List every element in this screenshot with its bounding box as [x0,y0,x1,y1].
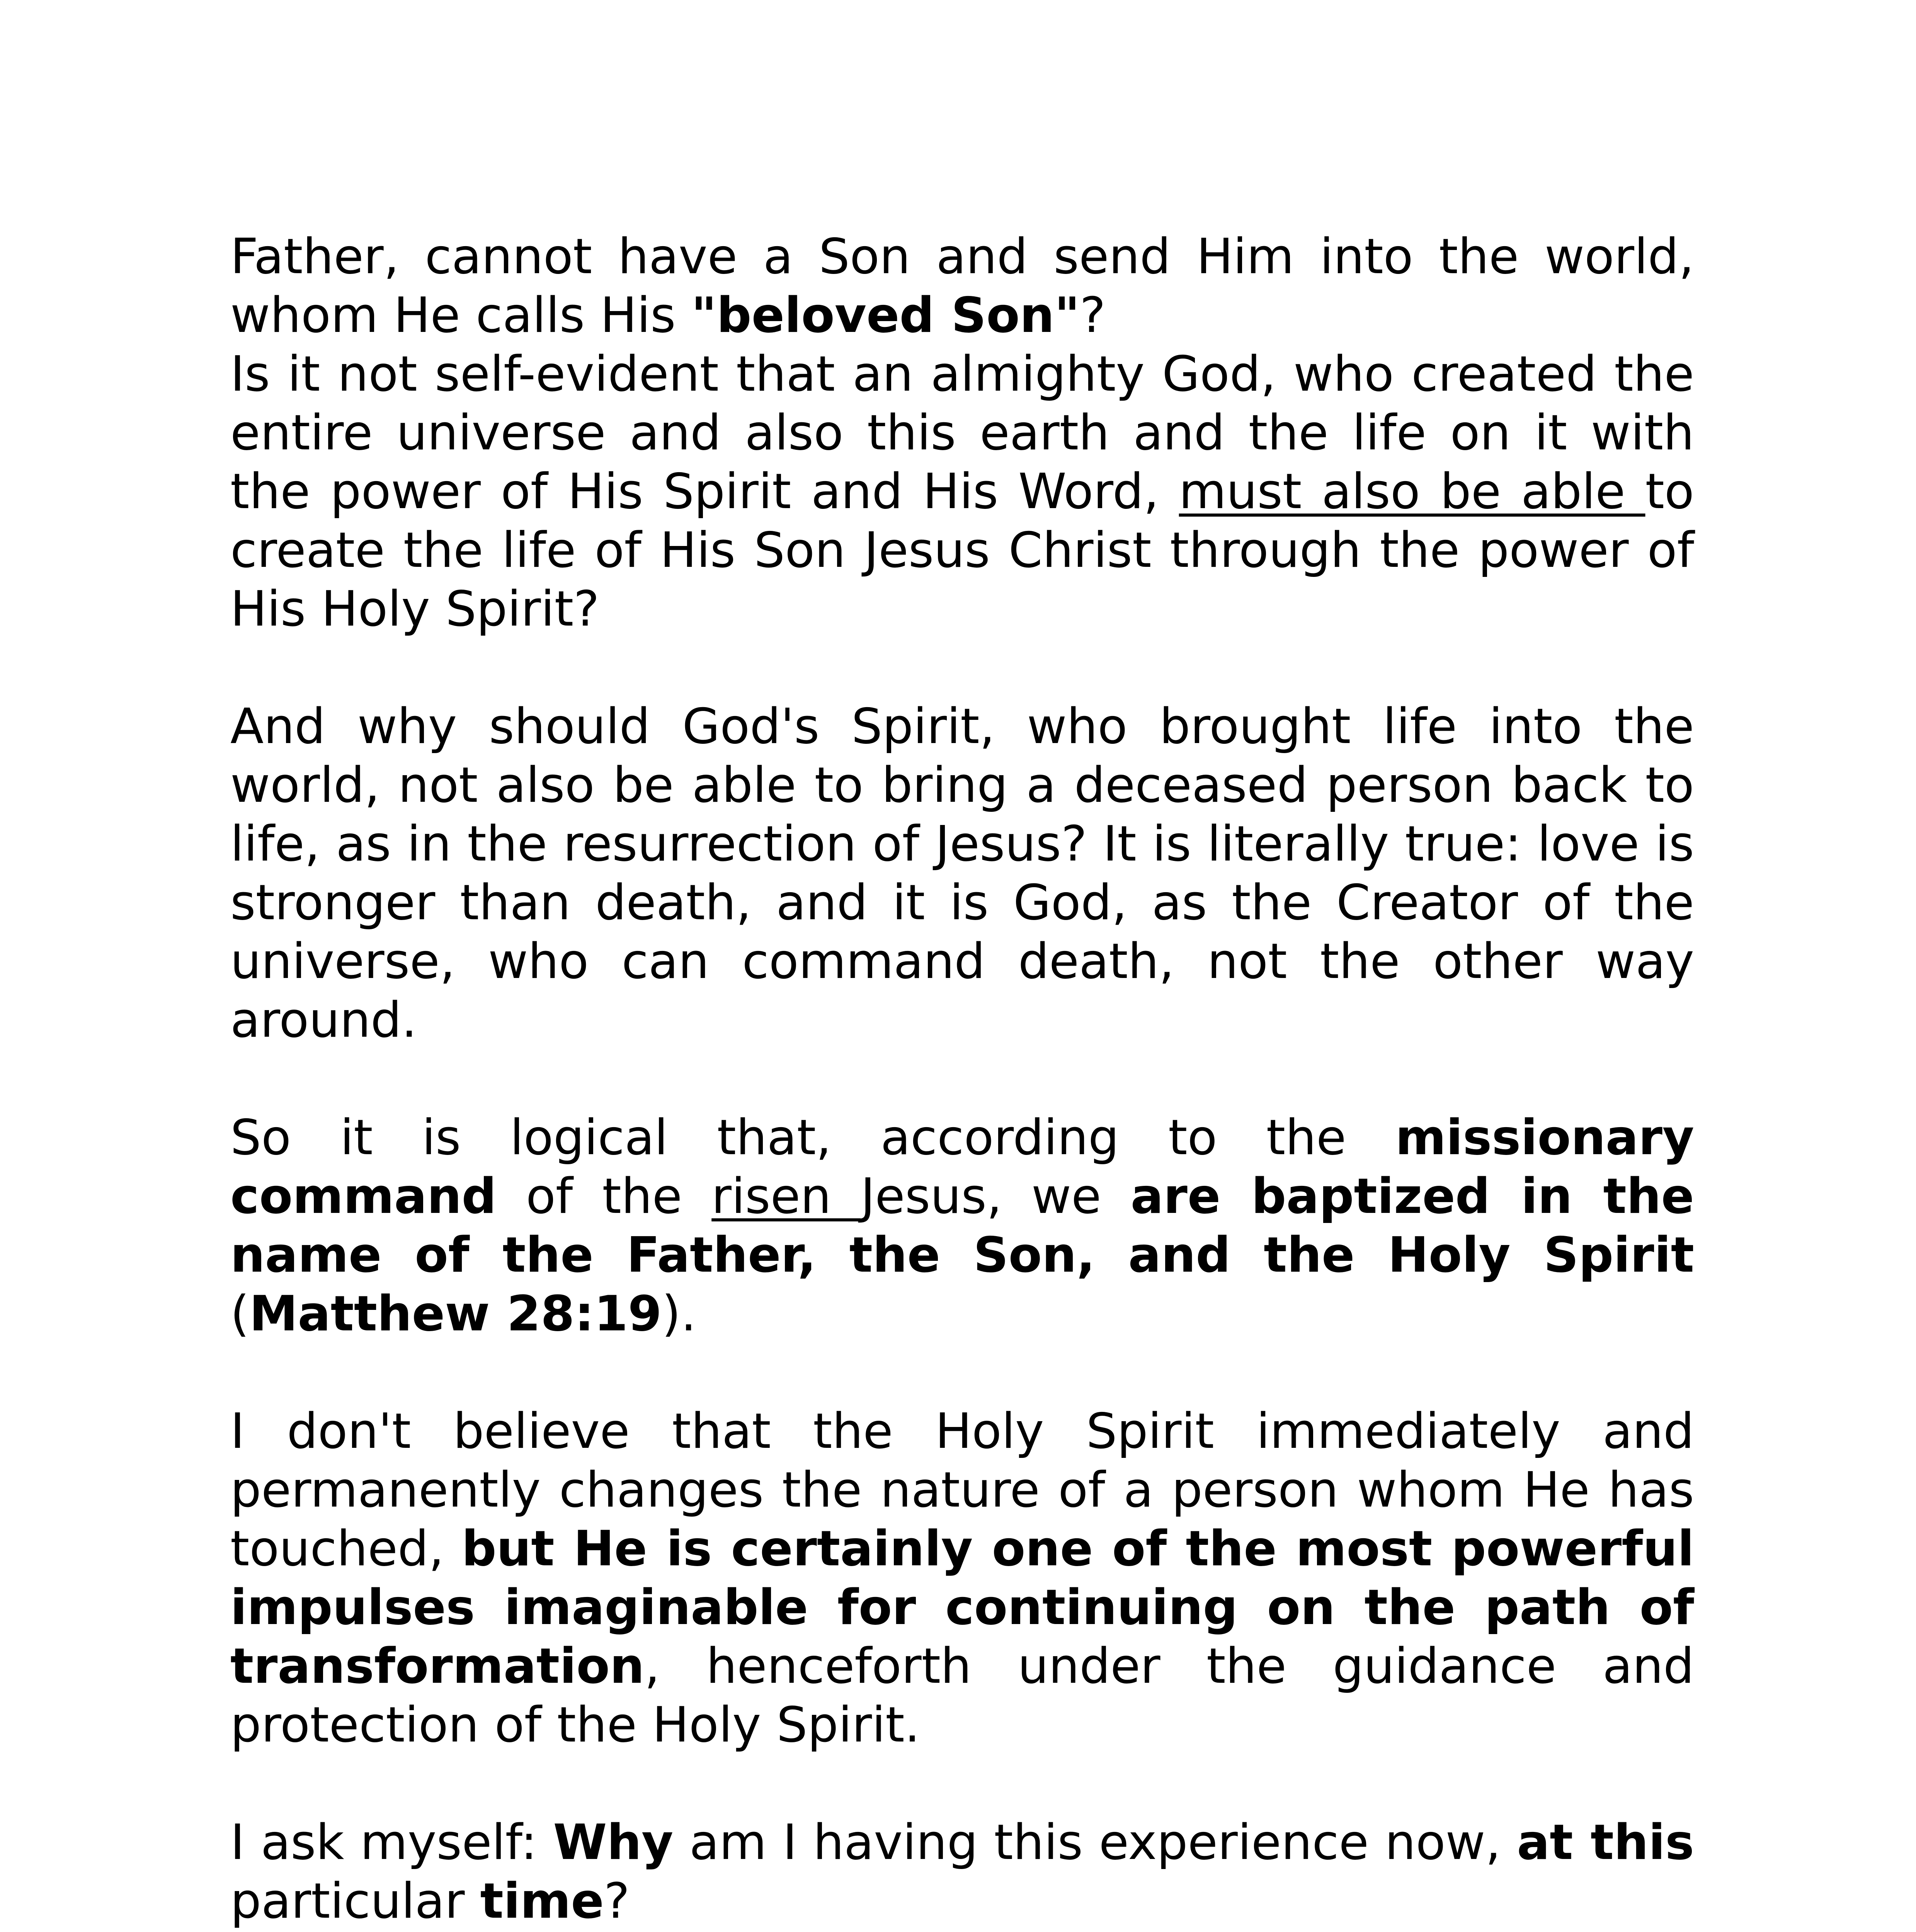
paragraph-6 [230,1813,1694,1930]
bold-run: at this [1517,1814,1694,1871]
text-run: ? [604,1872,630,1929]
text-run: ? [1080,287,1106,344]
underlined-run: risen [711,1168,861,1225]
text-run: I ask myself: [230,1814,553,1871]
paragraph-1 [230,227,1694,345]
bold-run: are baptized in the name of the Father, the Son, and the Holy Spirit [230,1168,1694,1283]
body-text [230,227,1694,1932]
text-run: ( [230,1285,250,1342]
text-run: And why should God's Spirit, who brought life into the world, not also be able to bring a deceased person back to life, as in the resurrection of Jesus? It is literally true: love is stronger than death, and it is God, as the Creator of the universe, who can command death, not the other way around. [230,698,1694,1048]
text-run: am I having this experience now, [673,1814,1517,1871]
text-run: particular [230,1872,480,1929]
text-run: Is it not self-evident that an almighty God, who created the entire universe and also this earth and the life on it with the power of His Spirit and His Word, [230,345,1694,520]
bold-run: Why [553,1814,674,1871]
text-run: ). [662,1285,696,1342]
text-run: Jesus, we [861,1168,1131,1225]
text-run: So it is logical that, according to the [230,1109,1395,1166]
underlined-run: must also be able [1179,463,1645,520]
text-run: to create the life of His Son Jesus Christ through the power of His Holy Spirit? [230,463,1694,637]
bold-run: missionary command [230,1109,1694,1225]
text-run: I don't believe that the Holy Spirit immediately and permanently changes the nature of a person whom He has touched, [230,1403,1694,1577]
paragraph-3 [230,697,1694,1049]
paragraph-4 [230,1108,1694,1343]
paragraph-5 [230,1402,1694,1754]
text-run: of the [496,1168,712,1225]
bold-run: but He is certainly one of the most powerful impulses imaginable for continuing on the path of transformation [230,1520,1694,1694]
text-run: Father, cannot have a Son and send Him into the world, whom He calls His [230,228,1694,344]
bold-run: "beloved Son" [691,287,1080,344]
bold-run: time [480,1872,604,1929]
text-run: , henceforth under the guidance and protection of the Holy Spirit. [230,1638,1694,1753]
paragraph-2 [230,345,1694,638]
bold-run: Matthew 28:19 [249,1285,662,1342]
